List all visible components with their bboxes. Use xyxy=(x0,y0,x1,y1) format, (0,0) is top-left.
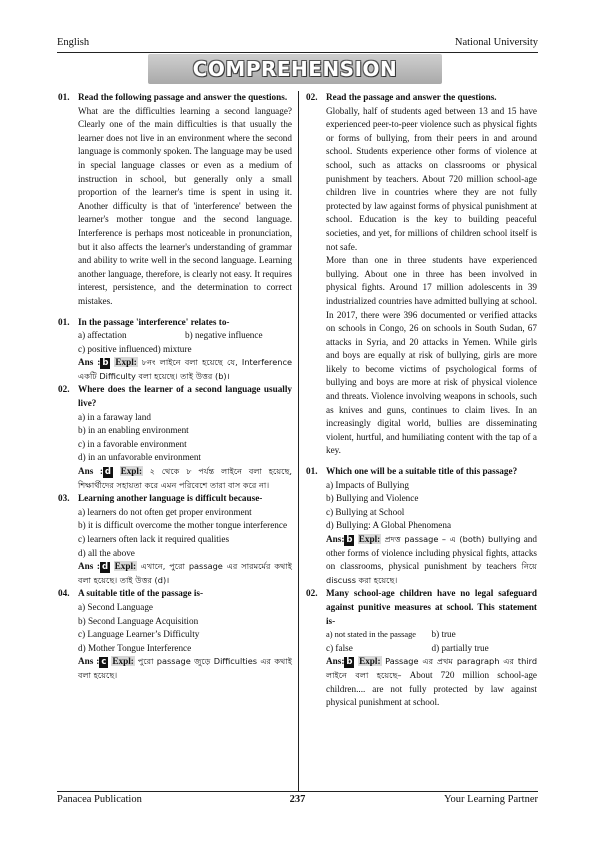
option: d) Bullying: A Global Phenomena xyxy=(326,520,452,531)
page-footer xyxy=(57,791,538,808)
explanation: পুরো passage জুড়ে Difficulties এর কথাই বলা হয়েছে। xyxy=(78,656,292,680)
header-subject: English xyxy=(57,37,90,48)
passage-heading: 01. Read the following passage and answer the questions. xyxy=(58,92,288,102)
passage-paragraph-2: More than one in three students have experienced bullying. About one in three has been involved in physical fights. Around 17 million adolescents in 39 industrialized countries have admitted bullying at school. In 2017, there were 396 documented or verified attacks on schools in Congo, 26 on schools in South Sudan, 67 attacks in Syria, and 20 attacks in Yemen. While girls and boys are equally at risk of bullying, girls are more likely to become victims of psychological forms of bullying and boys are more at risk of physical violence and threats. Violence involving weapons in schools, such as knives and guns, continues to claim lives. In an increasingly digital world, bullies are disseminating violent, hurtful, and humiliating content with the tap of a key. xyxy=(326,255,537,456)
answer-key: b xyxy=(346,535,353,545)
answer: Ans : d Expl: ২ থেকে ৮ পর্যন্ত লাইনে বলা হয়েছে, শিক্ষার্থীদের সহায়তা করে এমন পরিবেশে তারা বাস করে না। xyxy=(78,466,293,490)
option: d) Mother Tongue Interference xyxy=(78,642,192,653)
option: b) Bullying and Violence xyxy=(326,493,419,504)
question-4: 04. A suitable title of the passage is- xyxy=(58,588,204,599)
option: d) partially true xyxy=(431,642,489,653)
option: b) Second Language Acquisition xyxy=(78,615,199,626)
footer-tagline: Your Learning Partner xyxy=(444,794,538,805)
option: a) affectation xyxy=(78,330,127,341)
explanation: ৮নং লাইনে বলা হয়েছে যে, Interference একটি Difficulty বলা হয়েছে। তাই উত্তর (b)। xyxy=(78,357,293,381)
explanation: Passage এর প্রথম paragraph এর third লাইনে বলা হয়েছে– xyxy=(326,656,538,680)
q1-options xyxy=(306,479,537,588)
option: b) negative influence xyxy=(185,330,263,341)
question-2: 02. Where does the learner of a second language usually live? xyxy=(58,384,292,409)
answer: Ans : d Expl: এখানে, পুরো passage এর সারমর্মের কথাই বলা হয়েছে। তাই উত্তর (d)। xyxy=(78,561,292,585)
answer-key: b xyxy=(346,657,353,668)
passage-paragraph-1: Globally, half of students aged between 13 and 15 have experienced peer-to-peer violence such as physical fights or forms of bullying, from their peers in and around school. Students experience other forms of violence at school, such as attacks on classrooms or physical punishment by teachers. About 720 million school-age children live in countries where they are not fully protected by law against forms of physical punishment at school. Education is the key to building peaceful societies, and yet, for millions of children school itself is not safe. xyxy=(326,105,537,252)
question-1: 01. Which one will be a suitable title of this passage? xyxy=(306,466,518,477)
column-divider xyxy=(298,91,299,791)
q2-options xyxy=(306,628,537,710)
answer-key: d xyxy=(101,562,109,573)
option: c) in a favorable environment xyxy=(78,438,187,449)
explanation: প্রদত্ত passage – এ (both) bullying xyxy=(384,534,521,544)
option: d) all the above xyxy=(78,547,135,558)
answer: Ans: b Expl: Passage এর প্রথম paragraph এর third লাইনে বলা হয়েছে– About 720 million school-age children.... are not fully protected by law against physical punishment at school. xyxy=(326,656,538,708)
answer-key: d xyxy=(104,467,112,478)
q3-options xyxy=(58,506,292,588)
explanation: এখানে, পুরো passage এর সারমর্মের কথাই বলা হয়েছে। তাই উত্তর (d)। xyxy=(78,561,292,585)
passage-heading: 02. Read the passage and answer the questions. xyxy=(306,92,497,102)
q1-options xyxy=(58,329,292,383)
option: c) false xyxy=(326,642,353,653)
page-header xyxy=(57,37,538,53)
footer-publisher: Panacea Publication xyxy=(57,794,142,805)
question-2: 02. Many school-age children have no legal safeguard against punitive measures at school. This statement is- xyxy=(306,588,537,626)
option: c) learners often lack it required qualities xyxy=(78,534,230,544)
option: a) Impacts of Bullying xyxy=(326,479,409,490)
option: a) Second Language xyxy=(78,601,153,612)
passage-text: What are the difficulties learning a second language? Clearly one of the main difficulties is that usually the learner does not live in an environment where the second language is commonly spoken. The language may be used in special language classes or even as a medium of instruction in school, but generally only a small proportion of the learner's time is spent in using it. Another difficulty is that of 'interference' between the learner's mother tongue and the second language. Interference is perhaps most noticeable in pronunciation, but it also affects the learner's understanding of grammar and ability to write well in the second language. Learning another language, therefore, is clearly not easy. It requires interest, persistence, and the determination to correct mistakes. xyxy=(78,105,292,306)
option: a) in a faraway land xyxy=(78,411,151,422)
option: b) it is difficult overcome the mother tongue interference xyxy=(78,520,288,531)
section-banner xyxy=(148,54,442,84)
banner-title: COMPREHENSION xyxy=(192,57,398,81)
answer-key: c xyxy=(101,657,107,668)
option: c) positive influenced) mixture xyxy=(78,343,192,354)
option: b) in an enabling environment xyxy=(78,425,189,436)
answer: Ans : b Expl: ৮নং লাইনে বলা হয়েছে যে, Interference একটি Difficulty বলা হয়েছে। তাই উত্তর (b)। xyxy=(78,357,293,381)
option: a) not stated in the passage xyxy=(326,630,417,640)
left-column xyxy=(58,91,292,683)
answer: Ans: b Expl: প্রদত্ত passage – এ (both) bullying and other forms of violence including physical fights, attacks on classrooms, physical punishment by teachers নিয়ে discuss করা হয়েছে। xyxy=(326,534,537,585)
q2-options xyxy=(58,411,292,493)
right-column xyxy=(306,91,537,710)
answer-key: b xyxy=(102,358,109,369)
question-1: 01. In the passage 'interference' relates to- xyxy=(58,316,230,327)
explanation: ২ থেকে ৮ পর্যন্ত লাইনে বলা হয়েছে, শিক্ষার্থীদের সহায়তা করে এমন পরিবেশে তারা বাস করে না। xyxy=(78,466,293,490)
header-university: National University xyxy=(454,37,538,48)
option: a) learners do not often get proper environment xyxy=(78,506,252,517)
option: d) in an unfavorable environment xyxy=(78,452,201,463)
option: c) Bullying at School xyxy=(326,506,405,517)
answer: Ans : c Expl: পুরো passage জুড়ে Difficulties এর কথাই বলা হয়েছে। xyxy=(78,656,292,680)
option: b) true xyxy=(431,629,456,640)
q4-options xyxy=(58,601,292,683)
option: c) Language Learner’s Difficulty xyxy=(78,629,200,640)
question-3: 03. Learning another language is difficult because- xyxy=(58,493,263,504)
page-number: 237 xyxy=(289,794,306,805)
